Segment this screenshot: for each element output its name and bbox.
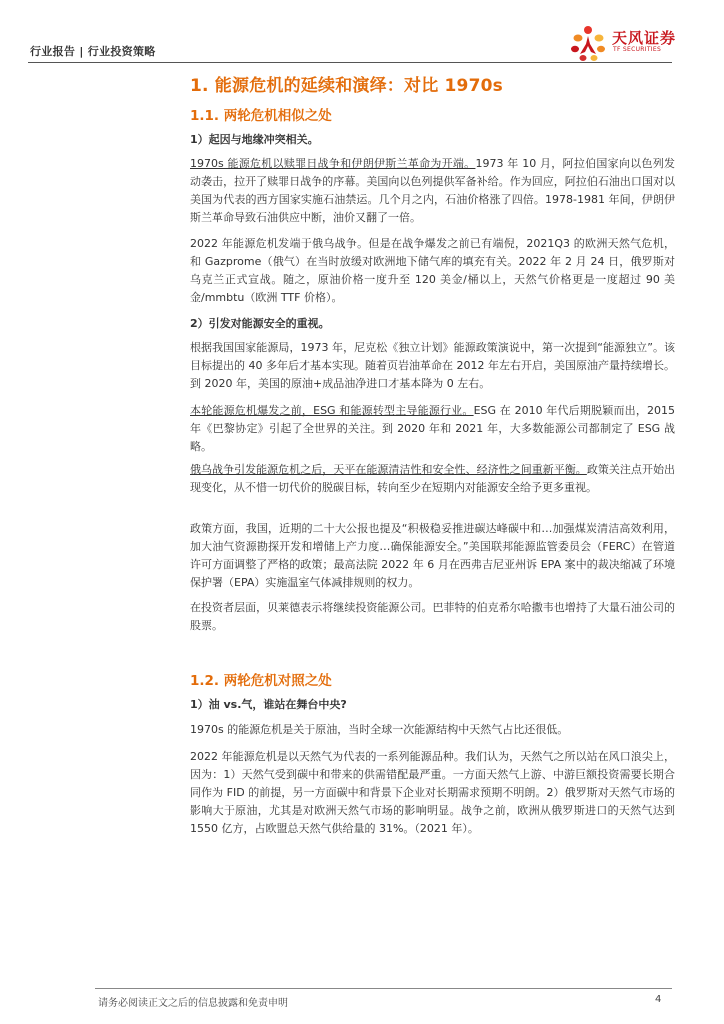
paragraph-1970s-oil: 1970s 的能源危机是关于原油，当时全球一次能源结构中天然气占比还很低。 <box>190 723 569 736</box>
subsection-title-1-2: 1.2. 两轮危机对照之处 <box>190 673 332 689</box>
paragraph-investors: 在投资者层面，贝莱德表示将继续投资能源公司。巴菲特的伯克希尔哈撒韦也增持了大量石油公司的股票。 <box>190 601 675 632</box>
breadcrumb: 行业报告 | 行业投资策略 <box>30 45 156 58</box>
paragraph-energy-independence: 根据我国国家能源局，1973 年，尼克松《独立计划》能源政策演说中，第一次提到“能源独立”。该目标提出的 40 多年后才基本实现。随着页岩油革命在 2012 年左右开启，美国原油产量持续增长。到 2020 年，美国的原油+成品油净进口才基本降为 0 左右。 <box>190 341 675 390</box>
paragraph-text: 1973 年 10 月，阿拉伯国家向以色列发动袭击，拉开了赎罪日战争的序幕。美国向以色列提供军备补给。作为回应，阿拉伯石油出口国对以美国为代表的西方国家实施石油禁运。几个月之内，石油价格涨了四倍。1978-1981 年间，伊朗伊斯兰革命导致石油供应中断，油价又翻了一倍。 <box>190 157 675 224</box>
point-heading-2: 2）引发对能源安全的重视。 <box>190 317 330 330</box>
subsection-title-1-1: 1.1. 两轮危机相似之处 <box>190 108 332 124</box>
point-heading-1: 1）起因与地缘冲突相关。 <box>190 133 319 146</box>
paragraph-2022-gas: 2022 年能源危机是以天然气为代表的一系列能源品种。我们认为，天然气之所以站在风口浪尖上，因为：1）天然气受到碳中和带来的供需错配最严重。一方面天然气上游、中游巨额投资需要长期合同作为 FID 的前提，另一方面碳中和背景下企业对长期需求预期不明朗。2）俄罗斯对天然气市场的影响大于原油，尤其是对欧洲天然气市场的影响明显。战争之前，欧洲从俄罗斯进口的天然气达到 1550 亿方，占欧盟总天然气供给量的 31%。（2021 年）。 <box>190 750 675 835</box>
footer-divider <box>95 988 672 989</box>
logo-text-cn: 天风证券 <box>612 29 677 47</box>
paragraph-text: 政策关注点开始出现变化，从不惜一切代价的脱碳目标，转向至少在短期内对能源安全给予更多重视。 <box>190 463 676 494</box>
paragraph-1970s-crisis <box>190 155 675 227</box>
company-logo <box>566 24 686 64</box>
paragraph-policy: 政策方面，我国，近期的二十大公报也提及“积极稳妥推进碳达峰碳中和…加强煤炭清洁高效利用，加大油气资源勘探开发和增储上产力度…确保能源安全。”美国联邦能源监管委员会（FERC）在管道许可方面调整了严格的政策；最高法院 2022 年 6 月在西弗吉尼亚州诉 EPA 案中的裁决缩减了环境保护署（EPA）实施温室气体减排规则的权力。 <box>190 522 675 589</box>
paragraph-rebalance <box>190 461 675 497</box>
point-heading-oil-vs-gas: 1）油 vs.气，谁站在舞台中央? <box>190 698 347 711</box>
highlight-sentence: 1970s 能源危机以赎罪日战争和伊朗伊斯兰革命为开端。 <box>190 157 476 170</box>
logo-text-en: TF SECURITIES <box>613 46 662 53</box>
paragraph-text: ESG 在 2010 年代后期脱颖而出，2015 年《巴黎协定》引起了全世界的关注。到 2020 年和 2021 年，大多数能源公司都制定了 ESG 战略。 <box>190 404 676 453</box>
footer-disclaimer: 请务必阅读正文之后的信息披露和免责申明 <box>98 998 288 1009</box>
page-header <box>0 0 724 70</box>
paragraph-esg <box>190 402 675 456</box>
page-number: 4 <box>655 994 662 1005</box>
logo-flower-icon <box>566 24 610 64</box>
paragraph-2022-crisis: 2022 年能源危机发端于俄乌战争。但是在战争爆发之前已有端倪，2021Q3 的欧洲天然气危机，和 Gazprome（俄气）在当时放缓对欧洲地下储气库的填充有关。2022 年 2 月 24 日，俄罗斯对乌克兰正式宣战。随之，原油价格一度升至 120 美金/桶以上，天然气价格更是一度超过 90 美金/mmbtu（欧洲 TTF 价格）。 <box>190 237 675 304</box>
highlight-sentence: 俄乌战争引发能源危机之后，天平在能源清洁性和安全性、经济性之间重新平衡。 <box>190 463 587 476</box>
highlight-sentence: 本轮能源危机爆发之前，ESG 和能源转型主导能源行业。 <box>190 404 474 417</box>
header-divider <box>28 62 672 63</box>
section-title: 1. 能源危机的延续和演绎：对比 1970s <box>190 76 503 96</box>
